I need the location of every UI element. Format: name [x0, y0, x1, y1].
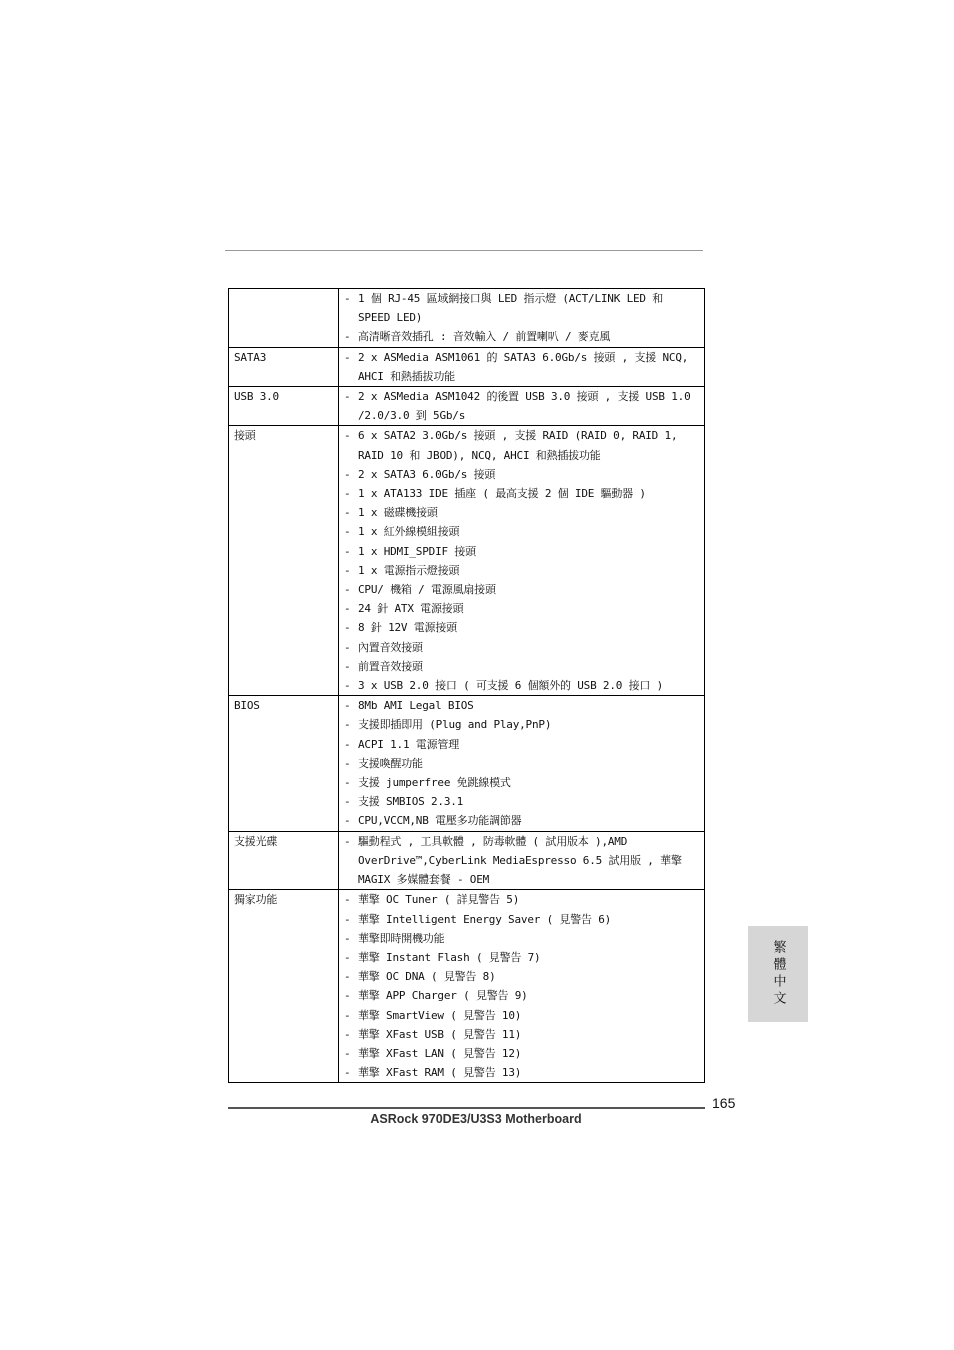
spec-item: - 華擎 XFast RAM ( 見警告 13) [344, 1063, 698, 1082]
spec-item: - 華擎 OC DNA ( 見警告 8) [344, 967, 698, 986]
spec-category: 接頭 [229, 426, 339, 696]
spec-row [229, 696, 705, 831]
spec-item: - 華擎 APP Charger ( 見警告 9) [344, 986, 698, 1005]
spec-item-list [344, 387, 698, 425]
spec-item: - 1 x 磁碟機接頭 [344, 503, 698, 522]
spec-item: - 2 x ASMedia ASM1061 的 SATA3 6.0Gb/s 接頭 , 支援 NCQ, AHCI 和熱插拔功能 [344, 348, 698, 386]
spec-item-list [344, 832, 698, 890]
spec-row [229, 890, 705, 1083]
spec-row [229, 289, 705, 348]
page-number: 165 [712, 1095, 736, 1111]
spec-item: - 8 針 12V 電源接頭 [344, 618, 698, 637]
spec-item: - 2 x ASMedia ASM1042 的後置 USB 3.0 接頭 , 支援 USB 1.0 /2.0/3.0 到 5Gb/s [344, 387, 698, 425]
spec-item: - 24 針 ATX 電源接頭 [344, 599, 698, 618]
spec-values [339, 347, 705, 386]
language-tab-label: 繁體中文 [770, 940, 786, 1008]
spec-values [339, 831, 705, 890]
language-tab [748, 926, 808, 1022]
spec-item: - 華擎即時開機功能 [344, 929, 698, 948]
spec-item: - 3 x USB 2.0 接口 ( 可支援 6 個額外的 USB 2.0 接口 ) [344, 676, 698, 695]
spec-category: BIOS [229, 696, 339, 831]
spec-table-body [229, 289, 705, 1083]
spec-item: - CPU/ 機箱 / 電源風扇接頭 [344, 580, 698, 599]
spec-item: - 1 x 電源指示燈接頭 [344, 561, 698, 580]
spec-values [339, 289, 705, 348]
spec-item: - 華擎 Instant Flash ( 見警告 7) [344, 948, 698, 967]
spec-category: SATA3 [229, 347, 339, 386]
spec-item: - 華擎 SmartView ( 見警告 10) [344, 1006, 698, 1025]
spec-item: - 8Mb AMI Legal BIOS [344, 696, 698, 715]
spec-item-list [344, 890, 698, 1082]
spec-values [339, 426, 705, 696]
spec-item: - 華擎 OC Tuner ( 詳見警告 5) [344, 890, 698, 909]
spec-item-list [344, 348, 698, 386]
spec-item: - 2 x SATA3 6.0Gb/s 接頭 [344, 465, 698, 484]
spec-category: 支援光碟 [229, 831, 339, 890]
spec-item: - 1 x ATA133 IDE 插座 ( 最高支援 2 個 IDE 驅動器 ) [344, 484, 698, 503]
spec-category: 獨家功能 [229, 890, 339, 1083]
spec-item: - 1 x 紅外線模組接頭 [344, 522, 698, 541]
spec-item: - 華擎 XFast LAN ( 見警告 12) [344, 1044, 698, 1063]
spec-item: - 前置音效接頭 [344, 657, 698, 676]
spec-values [339, 387, 705, 426]
spec-item: - CPU,VCCM,NB 電壓多功能調節器 [344, 811, 698, 830]
spec-row [229, 347, 705, 386]
spec-table [228, 288, 705, 1083]
spec-item: - 支援 SMBIOS 2.3.1 [344, 792, 698, 811]
footer-title: ASRock 970DE3/U3S3 Motherboard [370, 1112, 582, 1126]
spec-item: - 支援即插即用 (Plug and Play,PnP) [344, 715, 698, 734]
spec-item-list [344, 696, 698, 830]
spec-item: - 內置音效接頭 [344, 638, 698, 657]
spec-item: - 1 個 RJ-45 區域網接口與 LED 指示燈 (ACT/LINK LED 和 SPEED LED) [344, 289, 698, 327]
top-divider [225, 250, 703, 251]
spec-item-list [344, 289, 698, 347]
spec-row [229, 426, 705, 696]
spec-item: - 華擎 Intelligent Energy Saver ( 見警告 6) [344, 910, 698, 929]
spec-row [229, 831, 705, 890]
spec-item: - 6 x SATA2 3.0Gb/s 接頭 , 支援 RAID (RAID 0, RAID 1, RAID 10 和 JBOD), NCQ, AHCI 和熱插拔功能 [344, 426, 698, 464]
spec-item: - 華擎 XFast USB ( 見警告 11) [344, 1025, 698, 1044]
spec-item: - 高清晰音效插孔 : 音效輸入 / 前置喇叭 / 麥克風 [344, 327, 698, 346]
spec-category [229, 289, 339, 348]
spec-item: - 支援 jumperfree 免跳線模式 [344, 773, 698, 792]
spec-values [339, 696, 705, 831]
spec-item-list [344, 426, 698, 695]
spec-row [229, 387, 705, 426]
spec-item: - 1 x HDMI_SPDIF 接頭 [344, 542, 698, 561]
spec-item: - 驅動程式 , 工具軟體 , 防毒軟體 ( 試用版本 ),AMD OverDrive™,CyberLink MediaEspresso 6.5 試用版 , 華擎 MAGIX 多媒體套餐 - OEM [344, 832, 698, 890]
spec-item: - 支援喚醒功能 [344, 754, 698, 773]
spec-item: - ACPI 1.1 電源管理 [344, 735, 698, 754]
footer-divider [228, 1107, 705, 1109]
spec-values [339, 890, 705, 1083]
spec-category: USB 3.0 [229, 387, 339, 426]
